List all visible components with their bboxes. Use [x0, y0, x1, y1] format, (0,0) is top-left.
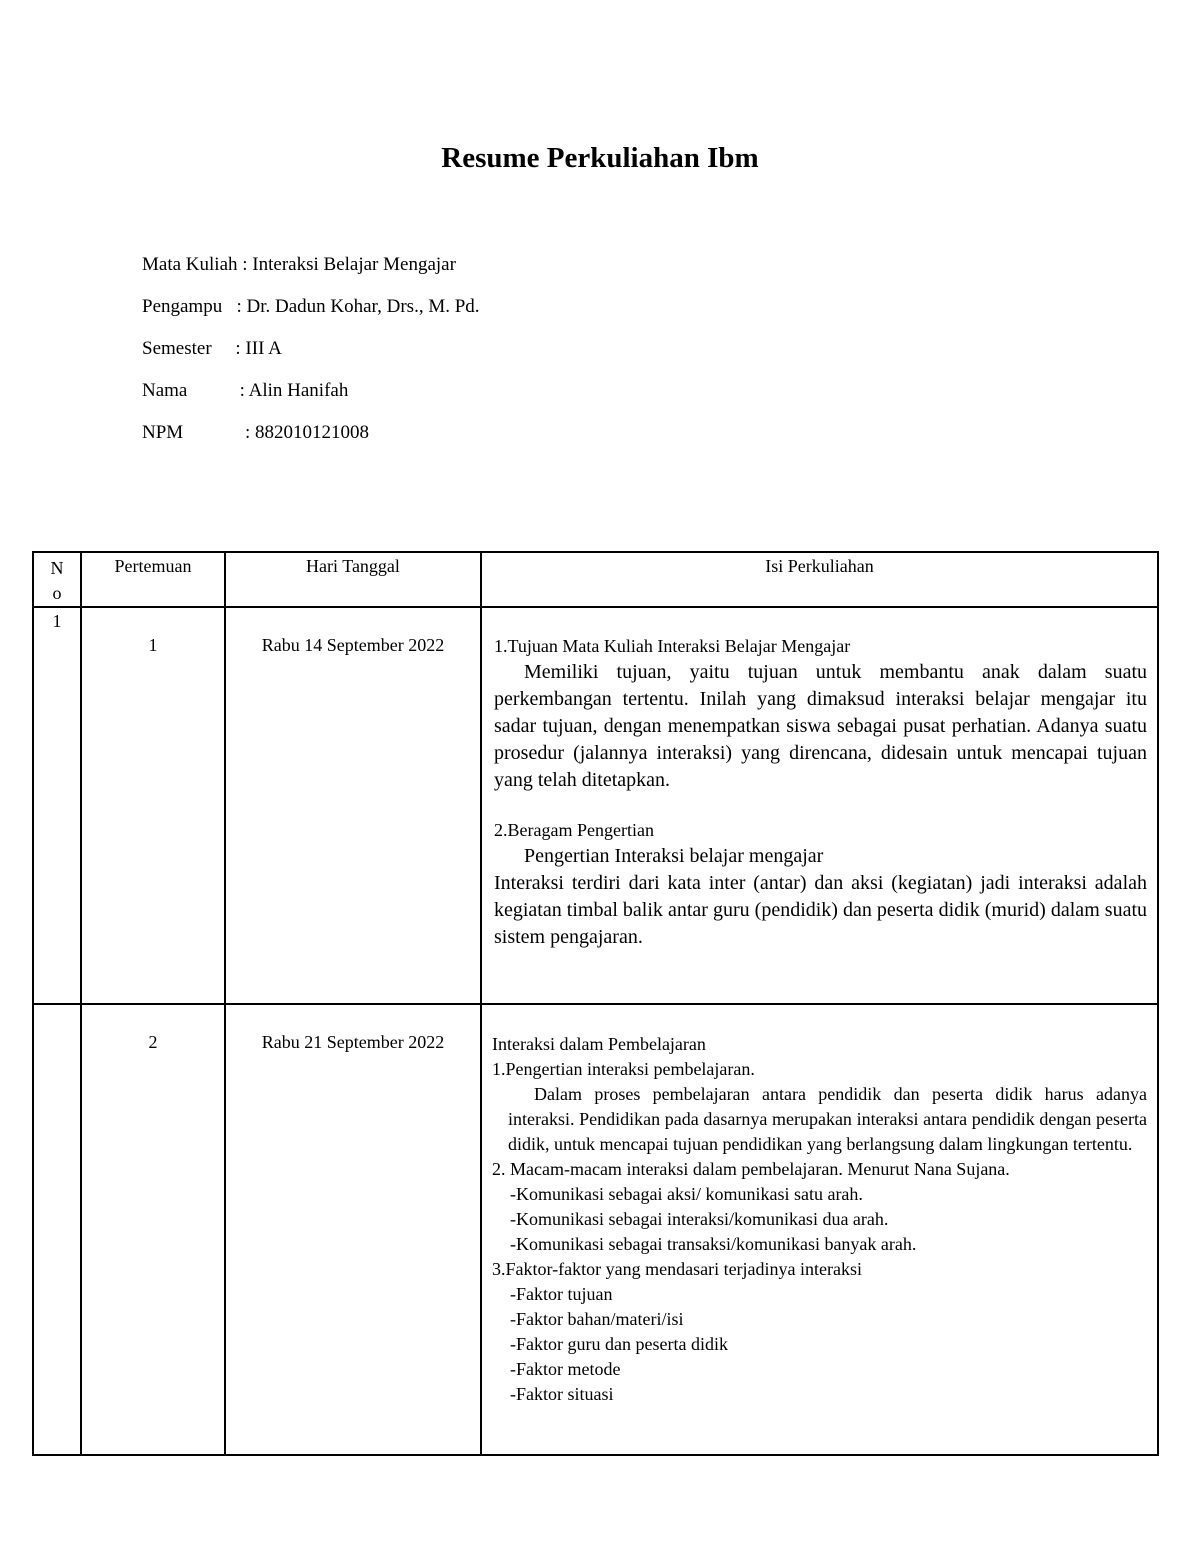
content-paragraph: Interaksi terdiri dari kata inter (antar) dan aksi (kegiatan) jadi interaksi adalah kegiatan timbal balik antar guru (pendidik) dan peserta didik (murid) dalam suatu sistem pengajaran. — [494, 872, 1147, 948]
list-item: -Faktor bahan/materi/isi — [510, 1309, 684, 1329]
info-value: : Dr. Dadun Kohar, Drs., M. Pd. — [222, 296, 480, 317]
content-heading: 2.Beragam Pengertian — [494, 820, 654, 840]
content-item: 2. Macam-macam interaksi dalam pembelajaran. Menurut Nana Sujana. — [492, 1159, 1010, 1179]
table-header-row — [33, 552, 1158, 607]
list-item: -Faktor situasi — [510, 1384, 614, 1404]
content-subheading: Pengertian Interaksi belajar mengajar — [524, 845, 824, 867]
info-label: Semester — [142, 338, 212, 359]
row-date: Rabu 14 September 2022 — [225, 607, 481, 1004]
header-no-line2: o — [52, 583, 62, 603]
info-row-name — [142, 376, 480, 418]
content-item: 1.Pengertian interaksi pembelajaran. — [492, 1059, 755, 1079]
document-title: Resume Perkuliahan Ibm — [441, 142, 759, 174]
row-no: 1 — [33, 607, 81, 1004]
header-date: Hari Tanggal — [225, 552, 481, 607]
row-content — [481, 1004, 1158, 1455]
list-item: -Komunikasi sebagai transaksi/komunikasi banyak arah. — [510, 1234, 917, 1254]
row-meeting: 2 — [81, 1004, 225, 1455]
content-title: Interaksi dalam Pembelajaran — [492, 1034, 706, 1054]
header-no — [33, 552, 81, 607]
spacer — [494, 794, 1147, 818]
lecture-table — [32, 551, 1159, 1456]
row-meeting: 1 — [81, 607, 225, 1004]
header-content: Isi Perkuliahan — [481, 552, 1158, 607]
list-item: -Komunikasi sebagai aksi/ komunikasi satu arah. — [510, 1184, 863, 1204]
course-info — [142, 250, 480, 460]
row-no — [33, 1004, 81, 1455]
content-paragraph: Dalam proses pembelajaran antara pendidik dan peserta didik harus adanya interaksi. Pendidikan pada dasarnya merupakan interaksi antara pendidik dengan peserta didik, untuk mencapai tujuan pendidikan yang berlangsung dalam lingkungan tertentu. — [508, 1084, 1147, 1154]
list-item: -Faktor tujuan — [510, 1284, 613, 1304]
row-date: Rabu 21 September 2022 — [225, 1004, 481, 1455]
list-item: -Faktor guru dan peserta didik — [510, 1334, 728, 1354]
info-label: Mata Kuliah — [142, 254, 238, 275]
list-item: -Faktor metode — [510, 1359, 621, 1379]
info-value: : 882010121008 — [183, 422, 369, 443]
list-item: -Komunikasi sebagai interaksi/komunikasi dua arah. — [510, 1209, 889, 1229]
header-no-line1: N — [50, 558, 64, 578]
info-value: : Alin Hanifah — [187, 380, 349, 401]
info-row-lecturer — [142, 292, 480, 334]
info-row-semester — [142, 334, 480, 376]
content-paragraph: Memiliki tujuan, yaitu tujuan untuk membantu anak dalam suatu perkembangan tertentu. Inilah yang dimaksud interaksi belajar mengajar itu sadar tujuan, dengan menempatkan siswa sebagai pusat perhatian. Adanya suatu prosedur (jalannya interaksi) yang direncana, didesain untuk mencapai tujuan yang telah ditetapkan. — [494, 661, 1147, 791]
info-label: Nama — [142, 380, 188, 401]
table-row — [33, 607, 1158, 1004]
info-label: Pengampu — [142, 296, 223, 317]
info-row-npm — [142, 418, 480, 460]
info-value: : III A — [211, 338, 282, 359]
row-content — [481, 607, 1158, 1004]
content-heading: 1.Tujuan Mata Kuliah Interaksi Belajar Mengajar — [494, 636, 851, 656]
info-label: NPM — [142, 422, 184, 443]
info-value: : Interaksi Belajar Mengajar — [237, 254, 456, 275]
table-row — [33, 1004, 1158, 1455]
info-row-course — [142, 250, 480, 292]
header-meeting: Pertemuan — [81, 552, 225, 607]
content-item: 3.Faktor-faktor yang mendasari terjadinya interaksi — [492, 1259, 863, 1279]
